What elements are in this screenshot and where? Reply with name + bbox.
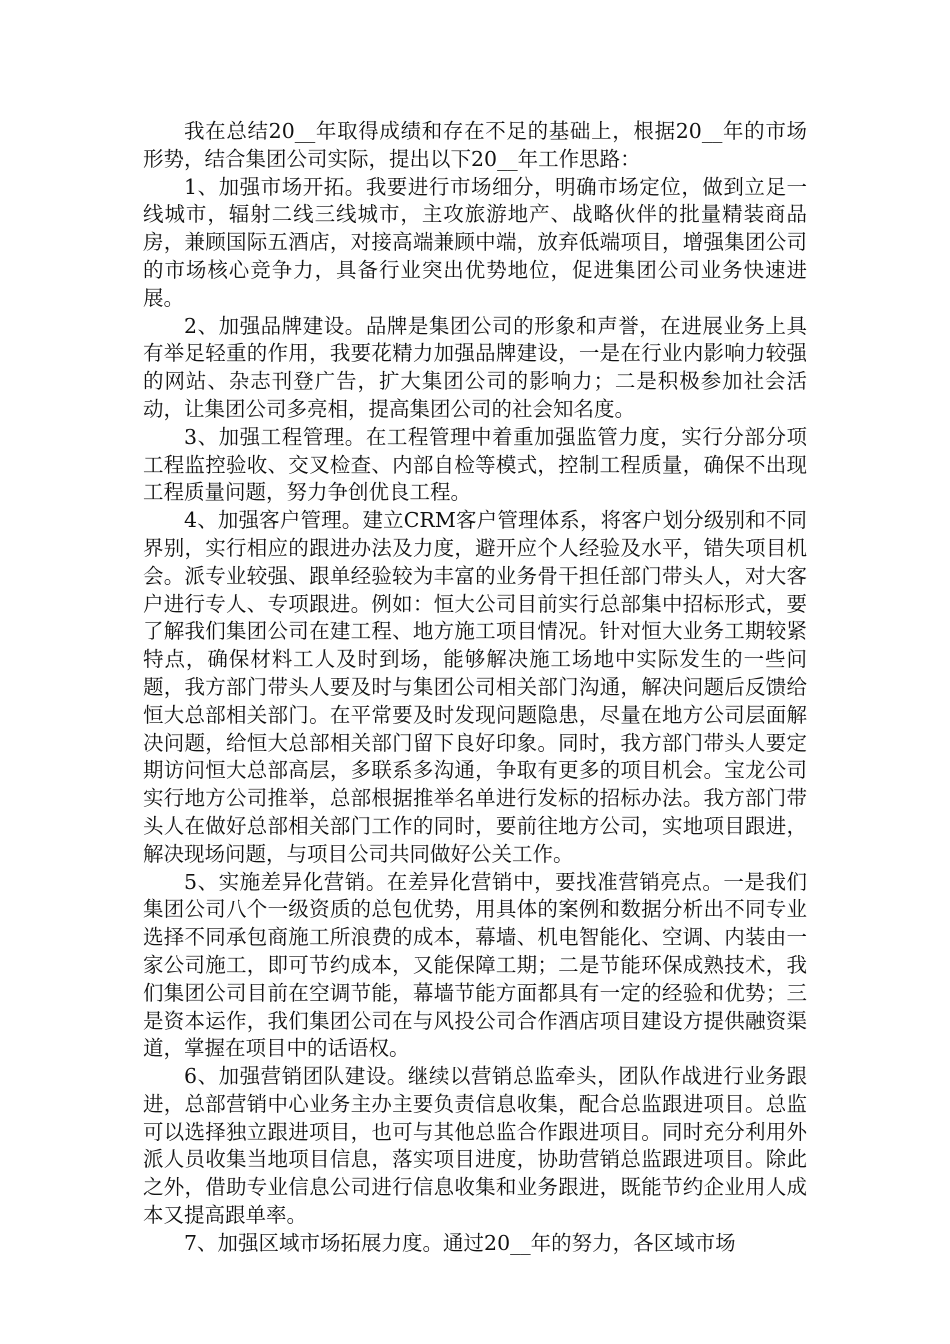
paragraph-project-management: 3、加强工程管理。在工程管理中着重加强监管力度，实行分部分项工程监控验收、交叉检查、内部自检等模式，控制工程质量，确保不出现工程质量问题，努力争创优良工程。 bbox=[143, 424, 807, 505]
paragraph-market-expansion: 1、加强市场开拓。我要进行市场细分，明确市场定位，做到立足一线城市，辐射二线三线城市，主攻旅游地产、战略伙伴的批量精装商品房，兼顾国际五酒店，对接高端兼顾中端，放弃低端项目，增强集团公司的市场核心竞争力，具备行业突出优势地位，促进集团公司业务快速进展。 bbox=[143, 174, 807, 310]
paragraph-brand-building: 2、加强品牌建设。品牌是集团公司的形象和声誉，在进展业务上具有举足轻重的作用，我要花精力加强品牌建设，一是在行业内影响力较强的网站、杂志刊登广告，扩大集团公司的影响力；二是积极参加社会活动，让集团公司多亮相，提高集团公司的社会知名度。 bbox=[143, 313, 807, 421]
paragraph-differentiated-marketing: 5、实施差异化营销。在差异化营销中，要找准营销亮点。一是我们集团公司八个一级资质的总包优势，用具体的案例和数据分析出不同专业选择不同承包商施工所浪费的成本，幕墙、机电智能化、空调、内装由一家公司施工，即可节约成本，又能保障工期；二是节能环保成熟技术，我们集团公司目前在空调节能，幕墙节能方面都具有一定的经验和优势；三是资本运作，我们集团公司在与风投公司合作酒店项目建设方提供融资渠道，掌握在项目中的话语权。 bbox=[143, 869, 807, 1061]
document-body bbox=[143, 118, 807, 1258]
paragraph-sales-team: 6、加强营销团队建设。继续以营销总监牵头，团队作战进行业务跟进，总部营销中心业务主办主要负责信息收集，配合总监跟进项目。总监可以选择独立跟进项目，也可与其他总监合作跟进项目。同时充分利用外派人员收集当地项目信息，落实项目进度，协助营销总监跟进项目。除此之外，借助专业信息公司进行信息收集和业务跟进，既能节约企业用人成本又提高跟单率。 bbox=[143, 1064, 807, 1228]
paragraph-customer-management: 4、加强客户管理。建立CRM客户管理体系，将客户划分级别和不同界别，实行相应的跟进办法及力度，避开应个人经验及水平，错失项目机会。派专业较强、跟单经验较为丰富的业务骨干担任部门带头人，对大客户进行专人、专项跟进。例如：恒大公司目前实行总部集中招标形式，要了解我们集团公司在建工程、地方施工项目情况。针对恒大业务工期较紧特点，确保材料工人及时到场，能够解决施工场地中实际发生的一些问题，我方部门带头人要及时与集团公司相关部门沟通，解决问题后反馈给恒大总部相关部门。在平常要及时发现问题隐患，尽量在地方公司层面解决问题，给恒大总部相关部门留下良好印象。同时，我方部门带头人要定期访问恒大总部高层，多联系多沟通，争取有更多的项目机会。宝龙公司实行地方公司推举，总部根据推举名单进行发标的招标办法。我方部门带头人在做好总部相关部门工作的同时，要前往地方公司，实地项目跟进，解决现场问题，与项目公司共同做好公关工作。 bbox=[143, 508, 807, 866]
paragraph-regional-market: 7、加强区域市场拓展力度。通过20__年的努力，各区域市场 bbox=[184, 1230, 736, 1255]
intro-paragraph: 我在总结20__年取得成绩和存在不足的基础上，根据20__年的市场形势，结合集团公司实际，提出以下20__年工作思路： bbox=[143, 119, 807, 171]
